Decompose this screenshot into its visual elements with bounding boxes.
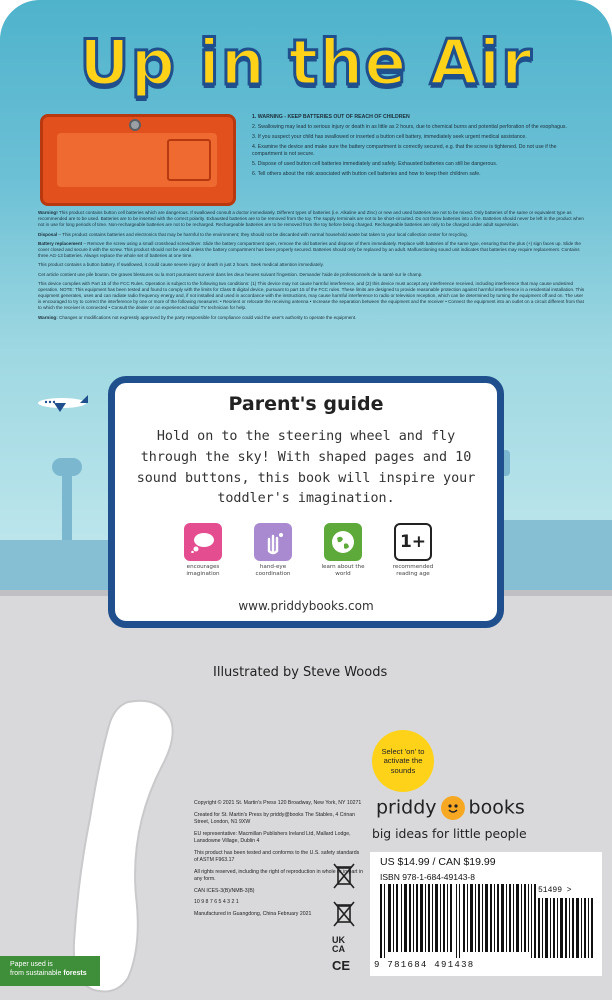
barcode-bars <box>380 884 536 958</box>
battery-replacement-label: Battery replacement <box>38 240 83 246</box>
ukca-top: UK <box>332 935 345 945</box>
changes-paragraph <box>38 315 586 321</box>
warning-item: 6. Tell others about the risk associated with button cell batteries and how to keep their children safe. <box>252 171 481 178</box>
warning-text: This product contains button cell batteries which are dangerous. If swallowed consult a doctor immediately. Different types of batteries (i.e. Alkaline and Zinc) or new and used batteries are not to be mixed. Only batteries of the same or equivalent type as recommended are to be used. Batteries are to be inserted with the correct polarity. Exhausted batteries are to be removed from the toy. The supply terminals are not to be short-circuited. Do not throw batteries into a fire. Batteries should never be left in the product when not in use for long periods of time. Non-rechargeable batteries are not to be recharged. Rechargeable batteries are to be removed from the toy before being charged. Rechargeable batteries are only to be charged under adult supervision. <box>38 210 584 228</box>
ukca-mark <box>332 936 362 954</box>
guide-icons <box>175 523 445 593</box>
warning-label: Warning! <box>38 210 58 215</box>
barcode-digits: 9 781684 491438 <box>374 960 475 970</box>
certification-marks <box>332 862 362 973</box>
price-label: US $14.99 / CAN $19.99 <box>380 856 496 868</box>
warning-item: 1. WARNING - KEEP BATTERIES OUT OF REACH OF CHILDREN <box>252 114 410 120</box>
terminal-building-left <box>0 540 108 590</box>
guide-icon-imagination <box>175 523 231 578</box>
copyright-line: 10 9 8 7 6 5 4 3 2 1 <box>194 899 239 906</box>
warning-item: 5. Dispose of used button cell batteries immediately and safely. Exhausted batteries can still be dangerous. <box>252 161 498 168</box>
left-tower-cab <box>52 458 82 476</box>
disposal-paragraph <box>38 232 586 238</box>
copyright-line: EU representative: Macmillan Publishers Ireland Ltd, Mallard Lodge, Lansdowne Village, Dublin 4 <box>194 830 351 845</box>
copyright-line: Created for St. Martin's Press by priddy@books The Stables, 4 Crinan Street, London, N1 9XW <box>194 811 355 826</box>
copyright-line: CAN ICES-3(B)/NMB-3(B) <box>194 887 255 894</box>
guide-icon-age <box>385 523 441 578</box>
sound-activation-sticker: Select 'on' to activate the sounds <box>372 730 434 792</box>
crossed-bin-icon <box>332 900 356 928</box>
brand-left: priddy <box>376 796 437 819</box>
fsc-brand: forests <box>63 969 87 977</box>
guide-icon-caption: recommended reading age <box>392 564 434 577</box>
hand-eye-icon <box>254 523 292 561</box>
screw-icon[interactable] <box>129 119 141 131</box>
warning-item: 2. Swallowing may lead to serious injury or death in as little as 2 hours, due to chemical burns and potential perforation of the esophagus. <box>252 124 567 131</box>
guide-title: Parent's guide <box>228 393 384 415</box>
terminal-building <box>500 520 612 590</box>
brand-tagline: big ideas for little people <box>372 826 527 841</box>
guide-icon-caption: hand-eye coordination <box>255 564 291 577</box>
guide-body: Hold on to the steering wheel and fly through the sky! With shaped pages and 10 sound buttons, this book will inspire your toddler's imagination. <box>136 429 476 507</box>
ukca-bottom: CA <box>332 944 345 954</box>
guide-icon-caption: learn about the world <box>321 564 365 577</box>
warning-paragraph <box>38 210 586 229</box>
battery-replacement-text: – Remove the screw using a small crosshead screwdriver. Slide the battery compartment open, remove the old batteries and dispose of them immediately. Replace with batteries of the same type, ensuring that the plus (+) sign faces up. Slide the cover closed and secure it with the screw. This product should not be used unless the battery compartment has been properly secured. Batteries should only be replaced by an adult. Malfunctioning sound unit indicates that batteries may require replacement. Contains three AG-13 batteries. Always replace the whole set of batteries at one time. <box>38 240 581 259</box>
fsc-line1: Paper used is <box>10 961 53 968</box>
left-tower <box>62 470 72 540</box>
guide-icon-caption: encourages imagination <box>186 564 220 577</box>
disposal-label: Disposal <box>38 231 58 237</box>
guide-icon-hand-eye <box>245 523 301 578</box>
handle-cutout[interactable] <box>66 696 180 996</box>
website-link[interactable]: www.priddybooks.com <box>238 599 374 613</box>
airplane-icon <box>34 392 90 414</box>
battery-replacement-paragraph <box>38 241 586 260</box>
crossed-bin-icon <box>332 862 356 890</box>
guide-icon-world <box>315 523 371 578</box>
disposal-text: – This product contains batteries and electronics that may be harmful to the environment; they should not be discarded with normal household waste but taken to your local collection center for recycling. <box>57 231 468 237</box>
warning-item: 3. If you suspect your child has swallowed or inserted a button cell battery, immediately seek urgent medical assistance. <box>252 134 527 141</box>
ce-mark: CE <box>332 958 351 973</box>
changes-label: Warning: <box>38 314 58 320</box>
copyright-line: Manufactured in Guangdong, China February 2021 <box>194 910 312 917</box>
battery-warning-list <box>252 114 584 181</box>
barcode-panel <box>370 852 602 976</box>
addon-barcode-bars <box>538 898 594 958</box>
fsc-line2 <box>10 970 100 979</box>
legal-text <box>38 210 586 324</box>
priddy-books-logo <box>376 796 596 820</box>
parents-guide-card <box>108 376 504 628</box>
fsc-badge <box>0 956 100 986</box>
globe-icon <box>324 523 362 561</box>
copyright-line: This product has been tested and conforms to the U.S. safety standards of ASTM F963.17 <box>194 849 360 864</box>
warning-item: 4. Examine the device and make sure the battery compartment is correctly secured, e.g. that the screw is tightened. Do not use if the compartment is not secure. <box>252 144 557 158</box>
isbn-label: ISBN 978-1-684-49143-8 <box>380 872 475 882</box>
changes-text: Changes or modifications not expressly approved by the party responsible for compliance could void the user's authority to operate the equipment. <box>57 314 357 320</box>
illustrator-credit: Illustrated by Steve Woods <box>213 665 388 680</box>
fcc-paragraph: This device complies with Part 15 of the FCC Rules. Operation is subject to the following two conditions: (1) This device may not cause harmful interference, and (2) this device must accept any interference received, including interference that may cause undesired operation. NOTE: This equipment has been tested and found to comply with the limits for Class B digital device, pursuant to part 15 of the FCC rules. These limits are designed to provide reasonable protection against harmful interference in a residential installation. This equipment generates, uses and can radiate radio frequency energy and, if not installed and used in accordance with the instructions, may cause harmful interference to radio or television reception, which can be determined by turning the equipment off and on. The user is encouraged to try to correct the interference by one or more of the following measures: • Reorient or relocate the receiving antenna • Increase the separation between the equipment and the receiver • Connect the equipment into an outlet on a circuit different from that to which the receiver is connected • Consult the dealer or an experienced radio/ TV technician for help. <box>38 280 585 311</box>
french-warning-paragraph: Cet article contient une pile bouton. De graves blessures ou la mort pourraient survenir dans les deux heures suivant l'ingestion. Demander l'aide de professionnels de la santé sur le champ. <box>38 271 423 277</box>
smiley-face-icon <box>441 796 465 820</box>
copyright-line: Copyright © 2021 St. Martin's Press 120 Broadway, New York, NY 10271 <box>194 800 362 806</box>
fsc-line2-text: from sustainable <box>10 969 62 977</box>
brand-right: books <box>468 796 525 819</box>
battery-slot <box>167 139 211 181</box>
age-icon: 1+ <box>394 523 432 561</box>
battery-compartment[interactable] <box>40 114 236 206</box>
button-cell-paragraph: This product contains a button battery. If swallowed, it could cause severe injury or death in just 2 hours. Seek medical attention immediately. <box>38 262 324 268</box>
copyright-line: All rights reserved, including the right of reproduction in whole or in part in any form. <box>194 868 363 883</box>
thought-bubble-icon <box>184 523 222 561</box>
addon-code: 51499 > <box>538 886 572 895</box>
book-title: Up in the Air <box>79 26 533 99</box>
